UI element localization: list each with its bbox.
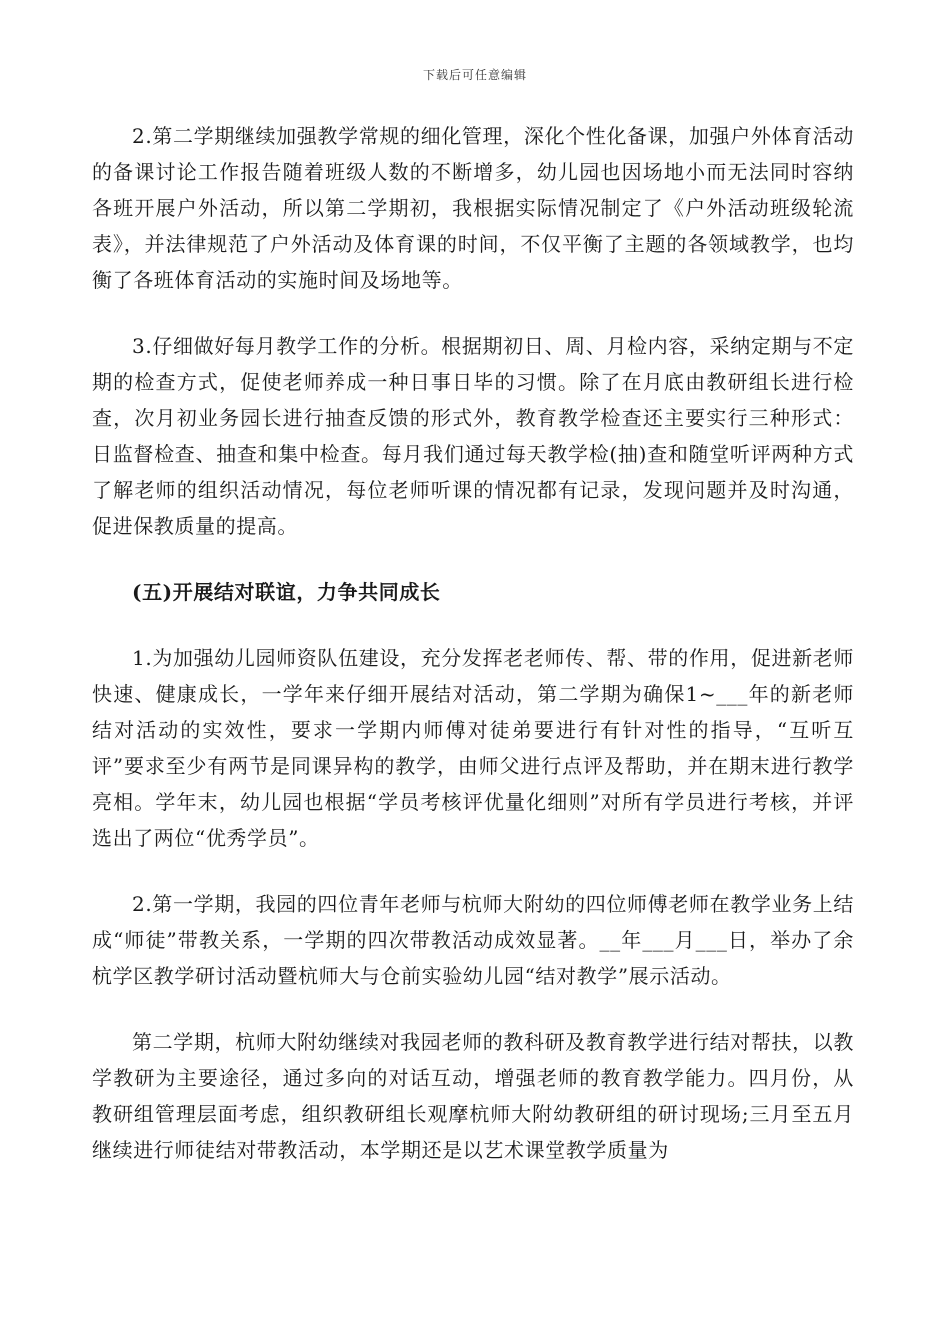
paragraph-5-2: 2.第一学期，我园的四位青年老师与杭师大附幼的四位师傅老师在教学业务上结成“师徒”带教关系，一学期的四次带教活动成效显著。__年___月___日，举办了余杭学区教学研讨活动暨杭师大与仓前实验幼儿园“结对教学”展示活动。 [92,892,854,988]
paragraph-5-1: 1.为加强幼儿园师资队伍建设，充分发挥老老师传、帮、带的作用，促进新老师快速、健康成长，一学年来仔细开展结对活动，第二学期为确保1~___年的新老师结对活动的实效性，要求一学期内师傅对徒弟要进行有针对性的指导，“互听互评”要求至少有两节是同课异构的教学，由师父进行点评及帮助，并在期末进行教学亮相。学年末，幼儿园也根据“学员考核评优量化细则”对所有学员进行考核，并评选出了两位“优秀学员”。 [92,646,854,850]
paragraph-3: 3.仔细做好每月教学工作的分析。根据期初日、周、月检内容，采纳定期与不定期的检查方式，促使老师养成一种日事日毕的习惯。除了在月底由教研组长进行检查，次月初业务园长进行抽查反馈的形式外，教育教学检查还主要实行三种形式：日监督检查、抽查和集中检查。每月我们通过每天教学检(抽)查和随堂听评两种方式了解老师的组织活动情况，每位老师听课的情况都有记录，发现问题并及时沟通，促进保教质量的提高。 [92,334,854,538]
document-body [92,118,854,1198]
paragraph-second-semester: 第二学期，杭师大附幼继续对我园老师的教科研及教育教学进行结对帮扶，以教学教研为主要途径，通过多向的对话互动，增强老师的教育教学能力。四月份，从教研组管理层面考虑，组织教研组长观摩杭师大附幼教研组的研讨现场;三月至五月继续进行师徒结对带教活动，本学期还是以艺术课堂教学质量为 [92,1030,854,1162]
section-heading-5: (五)开展结对联谊，力争共同成长 [132,580,441,604]
header-note: 下载后可任意编辑 [422,68,527,82]
paragraph-2: 2.第二学期继续加强教学常规的细化管理，深化个性化备课，加强户外体育活动的备课讨论工作报告随着班级人数的不断增多，幼儿园也因场地小而无法同时容纳各班开展户外活动，所以第二学期初，我根据实际情况制定了《户外活动班级轮流表》，并法律规范了户外活动及体育课的时间，不仅平衡了主题的各领域教学，也均衡了各班体育活动的实施时间及场地等。 [92,124,854,292]
